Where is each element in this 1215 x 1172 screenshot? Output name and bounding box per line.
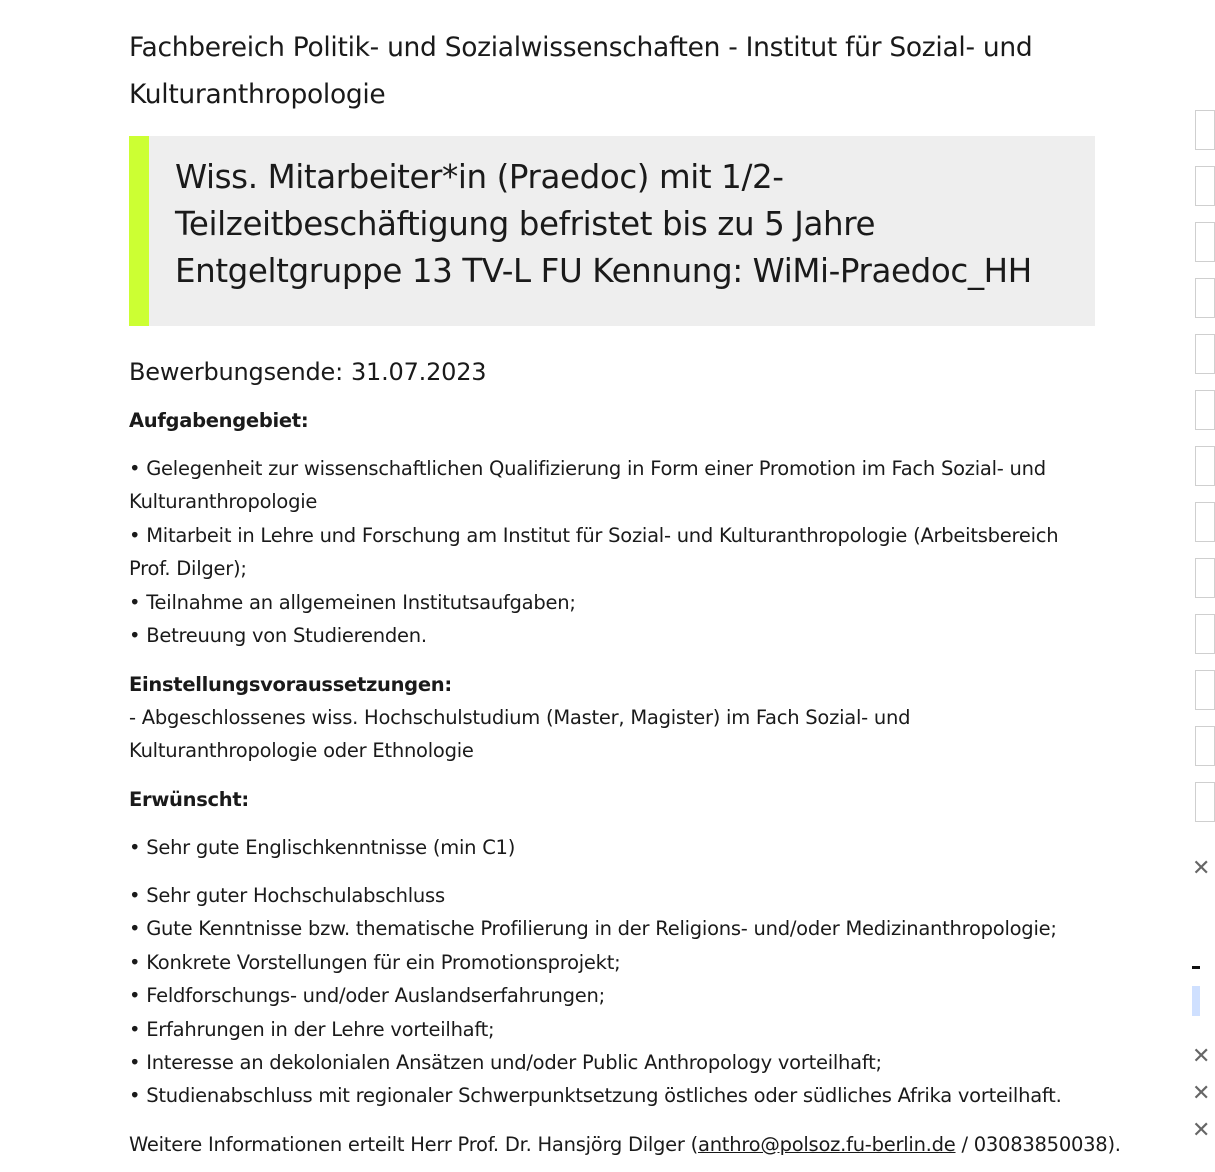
- tasks-list: [129, 452, 1095, 652]
- divider: [1192, 966, 1200, 969]
- deadline-date: 31.07.2023: [350, 358, 487, 386]
- requirements-heading: Einstellungsvoraussetzungen:: [129, 673, 452, 696]
- job-posting-content: [129, 0, 1121, 1156]
- sidebar-field[interactable]: [1195, 222, 1215, 262]
- list-item: • Feldforschungs- und/oder Auslandserfahrungen;: [129, 984, 605, 1008]
- list-item: • Sehr gute Englischkenntnisse (min C1): [129, 836, 516, 859]
- sidebar-field[interactable]: [1195, 726, 1215, 766]
- sidebar-field[interactable]: [1195, 670, 1215, 710]
- sidebar-field[interactable]: [1195, 166, 1215, 206]
- contact-info: [129, 1128, 1121, 1161]
- tasks-heading: Aufgabengebiet:: [129, 409, 309, 432]
- list-item: • Studienabschluss mit regionaler Schwerpunktsetzung östliches oder südliches Afrika vorteilhaft.: [129, 1084, 1062, 1108]
- selection-highlight: [1192, 986, 1200, 1016]
- list-item: • Erfahrungen in der Lehre vorteilhaft;: [129, 1017, 495, 1041]
- sidebar-field[interactable]: [1195, 782, 1215, 822]
- sidebar-field[interactable]: [1195, 278, 1215, 318]
- close-icon[interactable]: ✕: [1192, 856, 1211, 881]
- list-item: • Gute Kenntnisse bzw. thematische Profilierung in der Religions- und/oder Medizinanthropologie;: [129, 917, 1057, 941]
- sidebar-field[interactable]: [1195, 390, 1215, 430]
- sidebar-field[interactable]: [1195, 110, 1215, 150]
- deadline-label: Bewerbungsende:: [129, 358, 343, 386]
- list-item: • Sehr guter Hochschulabschluss: [129, 884, 445, 907]
- application-deadline: [129, 350, 486, 394]
- contact-prefix: Weitere Informationen erteilt Herr Prof. Dr. Hansjörg Dilger (: [129, 1133, 698, 1156]
- list-item: • Mitarbeit in Lehre und Forschung am Institut für Sozial- und Kulturanthropologie (Arbeitsbereich Prof. Dilger);: [129, 523, 1059, 581]
- sidebar-field[interactable]: [1195, 334, 1215, 374]
- contact-line: [129, 1128, 1121, 1161]
- list-item: • Konkrete Vorstellungen für ein Promotionsprojekt;: [129, 950, 621, 974]
- close-icon[interactable]: ✕: [1192, 1081, 1211, 1106]
- sidebar-field[interactable]: [1195, 446, 1215, 486]
- sidebar-field[interactable]: [1195, 558, 1215, 598]
- job-title: Wiss. Mitarbeiter*in (Praedoc) mit 1/2-Teilzeitbeschäftigung befristet bis zu 5 Jahre Entgeltgruppe 13 TV-L FU Kennung: WiMi-Praedoc_HH: [175, 158, 1032, 290]
- contact-suffix: / 03083850038).: [955, 1133, 1121, 1156]
- contact-email-link[interactable]: anthro@polsoz.fu-berlin.de: [698, 1133, 956, 1156]
- desired-list: [129, 879, 1095, 1113]
- requirements-text: - Abgeschlossenes wiss. Hochschulstudium (Master, Magister) im Fach Sozial- und Kulturanthropologie oder Ethnologie: [129, 706, 911, 763]
- list-item: • Teilnahme an allgemeinen Institutsaufgaben;: [129, 590, 576, 614]
- desired-first-item: [129, 831, 1095, 864]
- list-item: • Betreuung von Studierenden.: [129, 624, 427, 648]
- department-heading: Fachbereich Politik- und Sozialwissenschaften - Institut für Sozial- und Kulturanthropologie: [129, 32, 1033, 110]
- list-item: • Interesse an dekolonialen Ansätzen und/oder Public Anthropology vorteilhaft;: [129, 1051, 882, 1075]
- right-sidebar-edge: [1192, 0, 1211, 1172]
- sidebar-field[interactable]: [1195, 614, 1215, 654]
- close-icon[interactable]: ✕: [1192, 1118, 1211, 1143]
- desired-heading: Erwünscht:: [129, 788, 249, 811]
- job-title-box: [129, 136, 1095, 326]
- list-item: • Gelegenheit zur wissenschaftlichen Qualifizierung in Form einer Promotion im Fach Sozial- und Kulturanthropologie: [129, 457, 1046, 514]
- sidebar-field[interactable]: [1195, 502, 1215, 542]
- close-icon[interactable]: ✕: [1192, 1044, 1211, 1069]
